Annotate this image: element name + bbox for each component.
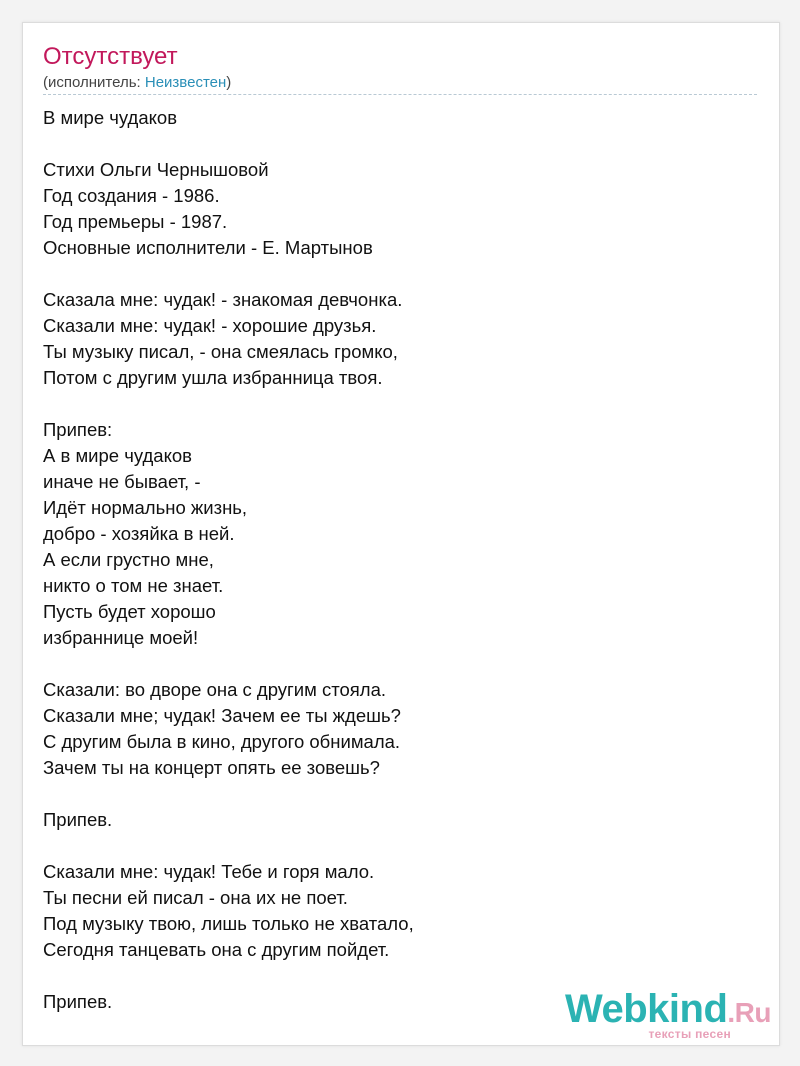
site-logo[interactable] [565,989,771,1041]
lyric-line: Под музыку твою, лишь только не хватало, [43,913,414,934]
lyric-line: Сказали мне: чудак! - хорошие друзья. [43,315,377,336]
lyric-line: Год создания - 1986. [43,185,220,206]
lyric-line: А в мире чудаков [43,445,192,466]
artist-prefix: (исполнитель: [43,74,145,91]
lyrics-text [43,105,757,1015]
lyric-line: Ты музыку писал, - она смеялась громко, [43,341,398,362]
song-title: Отсутствует [43,43,178,70]
lyric-line: А если грустно мне, [43,549,214,570]
lyric-line [43,261,757,287]
artist-link[interactable]: Неизвестен [144,74,227,91]
lyric-line: Стихи Ольги Чернышовой [43,159,269,180]
lyric-line [43,781,757,807]
lyric-line: Зачем ты на концерт опять ее зовешь? [43,757,380,778]
lyric-line: Припев. [43,809,113,830]
lyric-line: Идёт нормально жизнь, [43,497,248,518]
lyric-line [43,391,757,417]
lyric-line: Сказали мне: чудак! Тебе и горя мало. [43,861,375,882]
artist-suffix: ) [226,74,232,91]
title-divider [43,94,757,95]
lyric-line: Припев: [43,419,113,440]
lyric-line [43,833,757,859]
lyric-line: Ты песни ей писал - она их не поет. [43,887,348,908]
lyric-line: Сказали мне; чудак! Зачем ее ты ждешь? [43,705,401,726]
lyric-line: Сказали: во дворе она с другим стояла. [43,679,387,700]
lyric-line [43,963,757,989]
lyric-line: добро - хозяйка в ней. [43,523,235,544]
lyric-line: Год премьеры - 1987. [43,211,228,232]
lyric-line: Сказала мне: чудак! - знакомая девчонка. [43,289,403,310]
logo-tagline: тексты песен [648,1027,731,1041]
lyric-line: В мире чудаков [43,107,178,128]
lyric-line [43,651,757,677]
logo-suffix: .Ru [727,997,771,1028]
lyric-line [43,131,757,157]
lyric-line: Пусть будет хорошо [43,601,216,622]
lyric-line: Потом с другим ушла избранница твоя. [43,367,383,388]
lyric-line: избраннице моей! [43,627,199,648]
lyric-line: никто о том не знает. [43,575,224,596]
artist-line [43,74,231,92]
lyric-line: С другим была в кино, другого обнимала. [43,731,401,752]
lyric-line: Сегодня танцевать она с другим пойдет. [43,939,390,960]
lyric-line: иначе не бывает, - [43,471,201,492]
lyric-line: Основные исполнители - Е. Мартынов [43,237,373,258]
logo-main-text: Webkind [564,987,728,1031]
lyrics-card [22,22,780,1046]
lyric-line: Припев. [43,991,113,1012]
